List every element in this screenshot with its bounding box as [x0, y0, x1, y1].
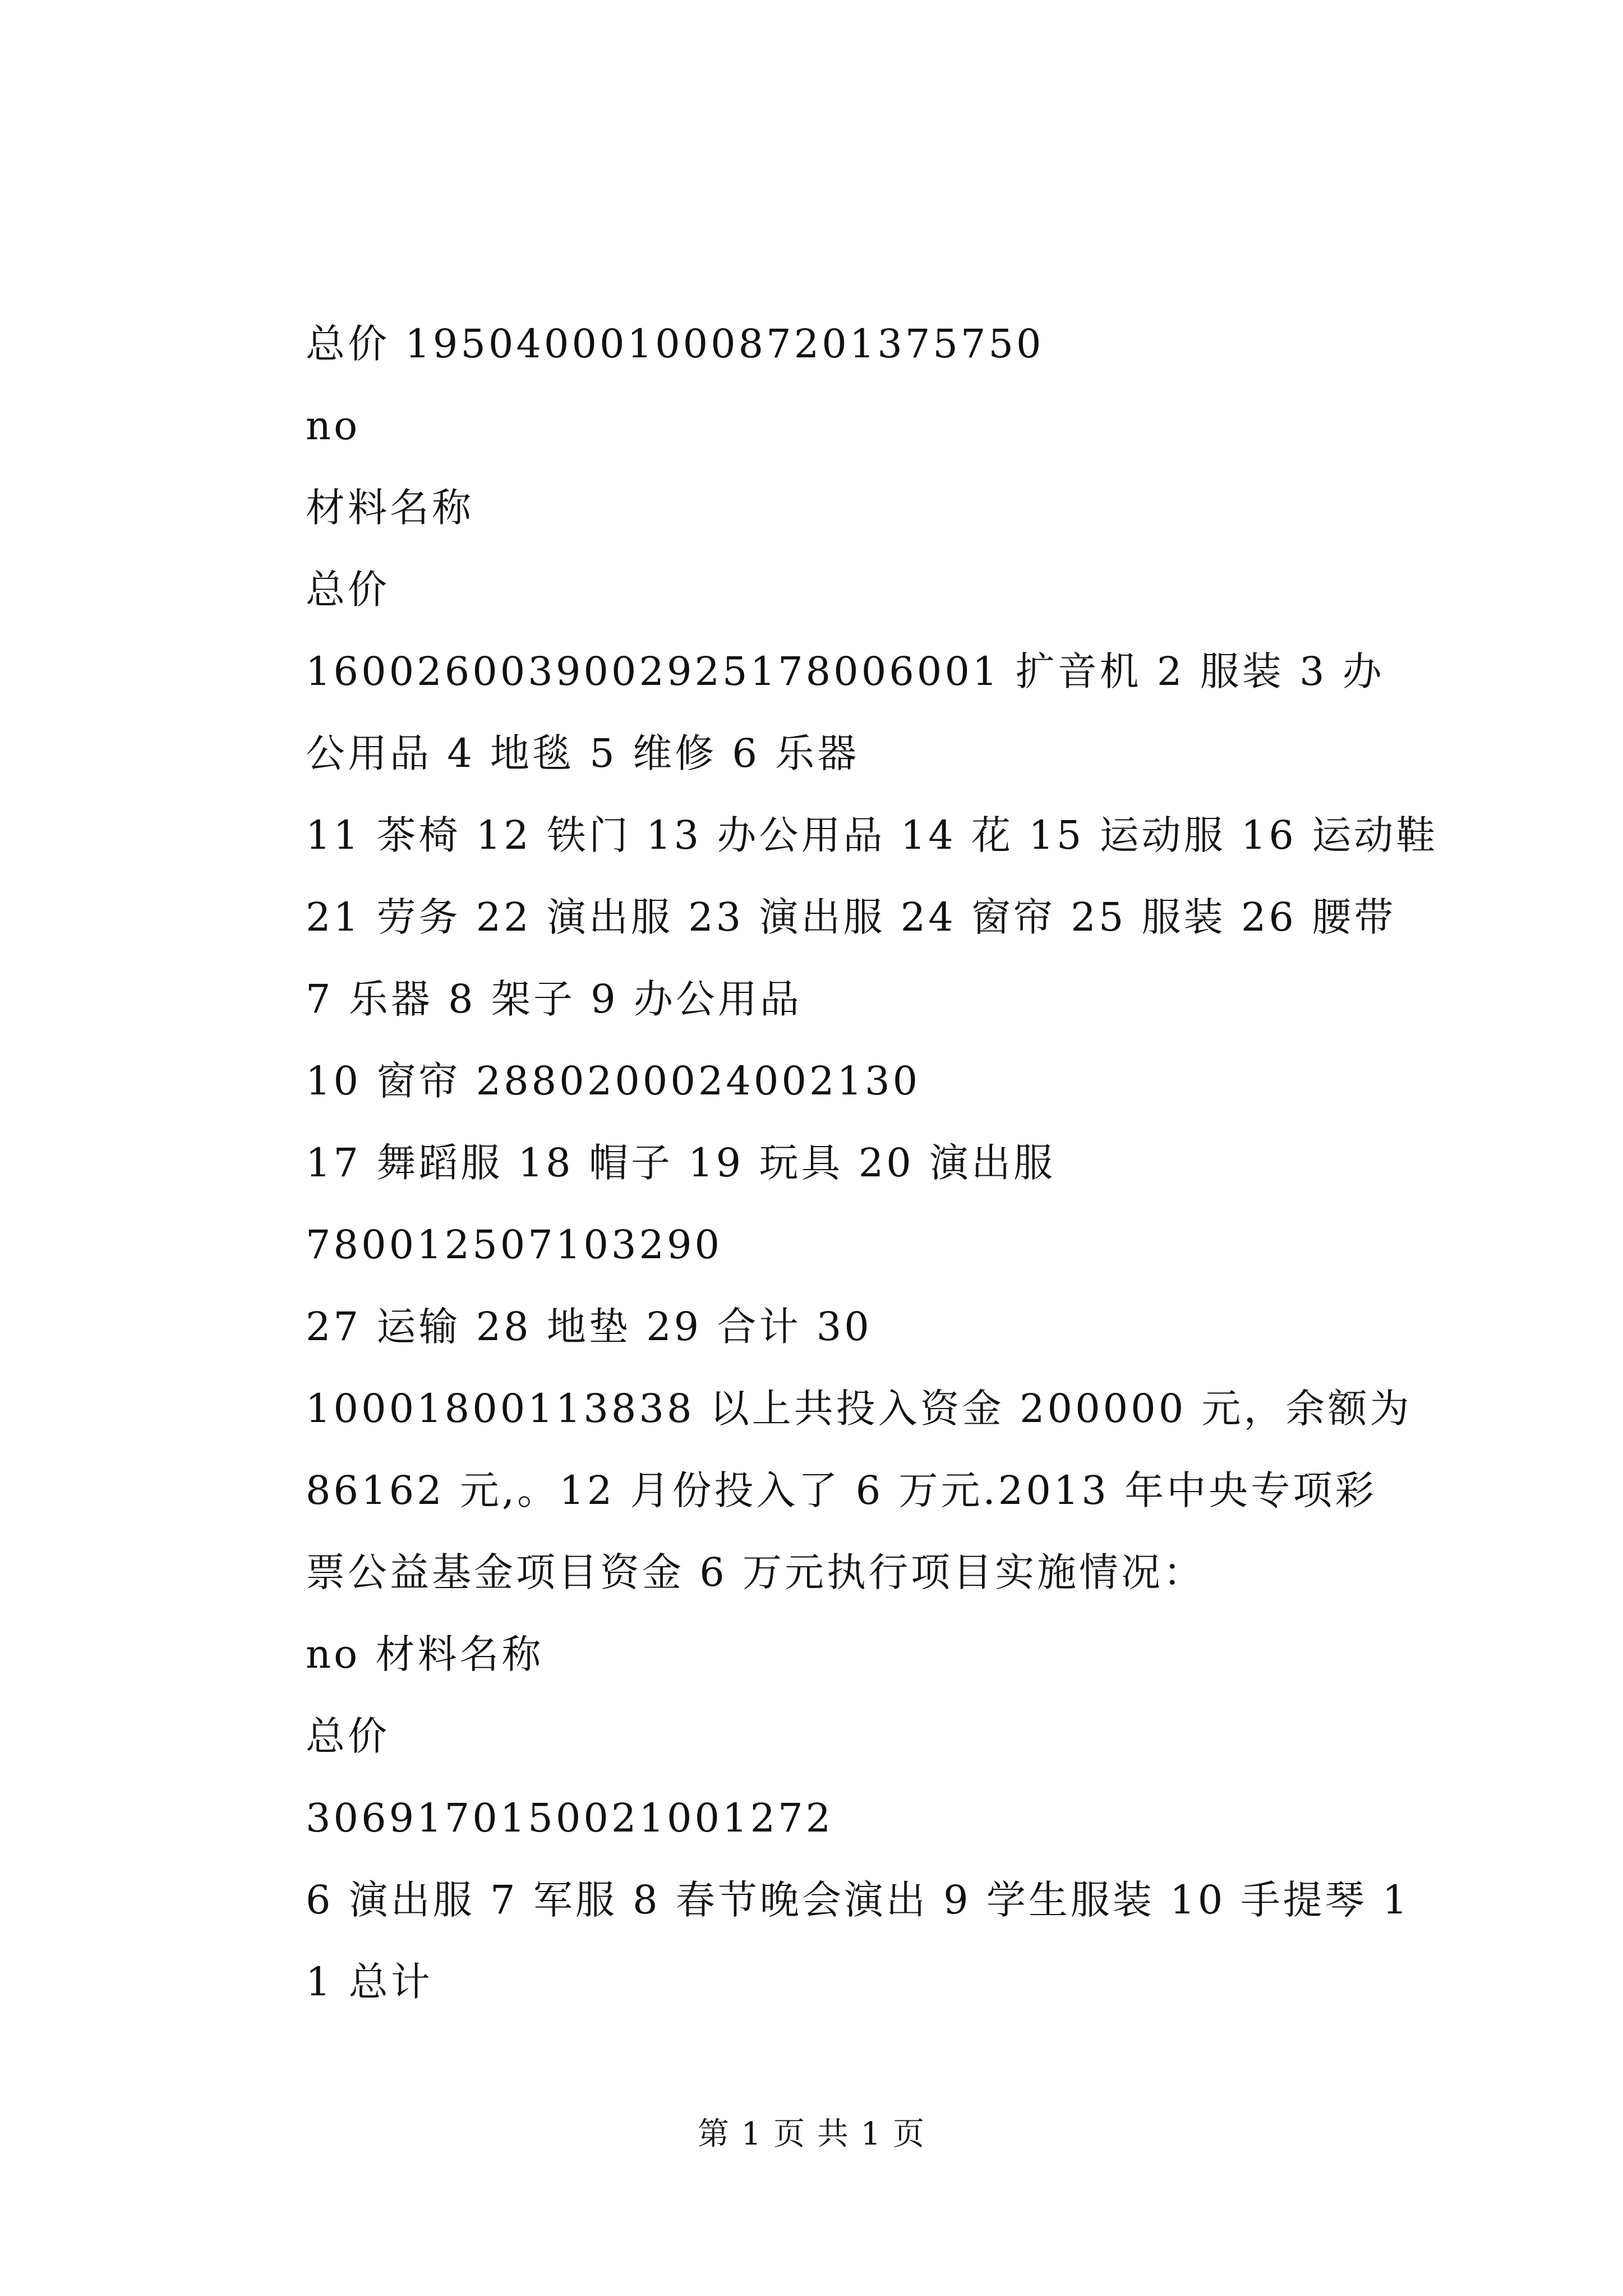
text-line-13: 10001800113838 以上共投入资金 200000 元，余额为 86162 元,。12 月份投入了 6 万元.2013 年中央专项彩票公益基金项目资金 6 万元执行项目实施情况：: [306, 1386, 1412, 1595]
text-line-12: 27 运输 28 地垫 29 合计 30: [306, 1304, 872, 1350]
text-line-2: no: [306, 403, 361, 449]
text-line-11: 780012507103290: [306, 1222, 723, 1268]
text-line-14: no 材料名称: [306, 1631, 544, 1677]
text-line-6: 11 茶椅 12 铁门 13 办公用品 14 花 15 运动服 16 运动鞋: [306, 812, 1438, 858]
text-line-17: 6 演出服 7 军服 8 春节晚会演出 9 学生服装 10 手提琴 11 总计: [306, 1877, 1410, 2005]
text-line-7: 21 劳务 22 演出服 23 演出服 24 窗帘 25 服装 26 腰带: [306, 894, 1396, 940]
text-line-5: 16002600390029251780060​01 扩音机 2 服装 3 办公用品 4 地毯 5 维修 6 乐器: [306, 648, 1385, 776]
text-line-10: 17 舞蹈服 18 帽子 19 玩具 20 演出服: [306, 1140, 1056, 1186]
text-line-15: 总价: [306, 1713, 390, 1759]
text-line-8: 7 乐器 8 架子 9 办公用品: [306, 976, 802, 1022]
text-line-1: 总价 19504000100087201375750: [306, 321, 1044, 367]
text-line-4: 总价: [306, 567, 390, 613]
text-line-16: 3069170150021001272: [306, 1795, 834, 1841]
document-body: [213, 303, 1438, 2023]
text-line-3: 材料名称: [306, 485, 474, 531]
page-footer: 第 1 页 共 1 页: [697, 2116, 926, 2152]
text-line-9: 10 窗帘 2880200024002130: [306, 1058, 921, 1104]
